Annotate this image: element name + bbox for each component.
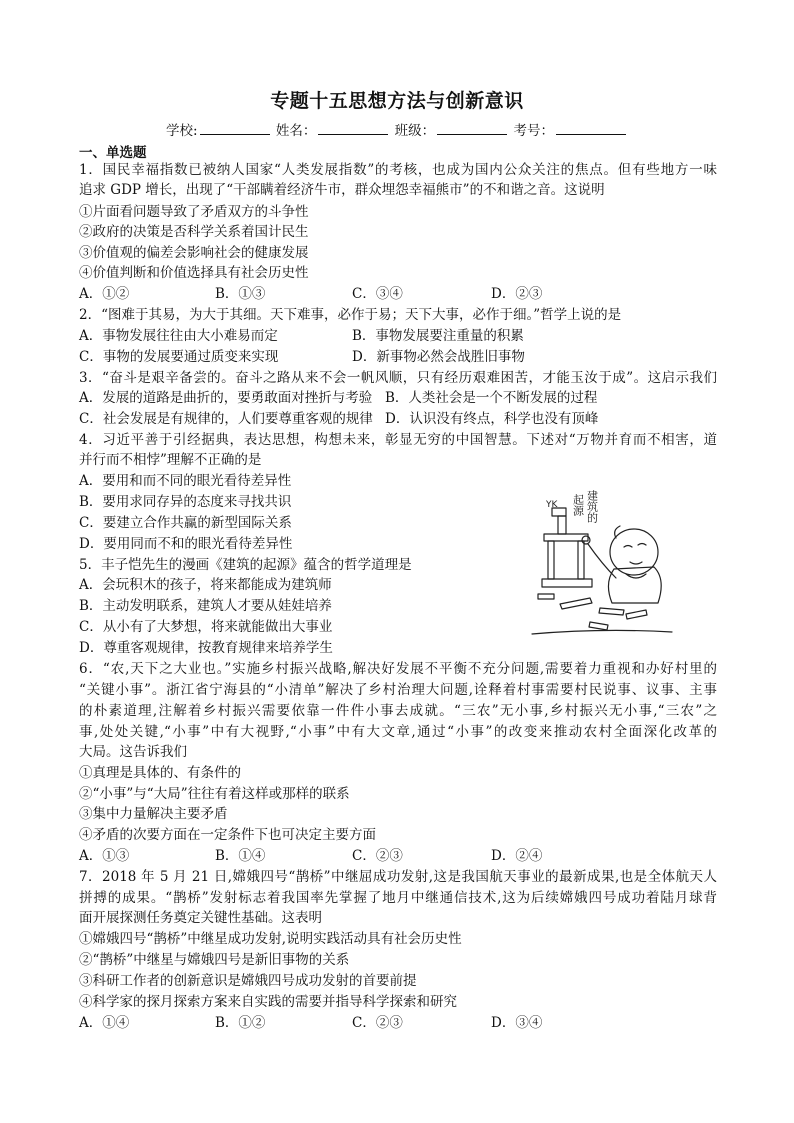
q7-statement: ②“鹊桥”中继星与嫦娥四号是新旧事物的关系 (79, 952, 350, 968)
q2-option-d[interactable]: D．新事物必然会战胜旧事物 (352, 349, 525, 365)
block-pillar-right (578, 541, 584, 579)
q1-option-b[interactable]: B．①③ (215, 286, 266, 302)
q6-option-d[interactable]: D．②④ (491, 848, 543, 864)
cartoon-block-label: YK (546, 500, 558, 510)
q1-option-d[interactable]: D．②③ (491, 286, 543, 302)
q5-option-d[interactable]: D．尊重客观规律，按教育规律来培养学生 (79, 640, 333, 656)
q2-option-c[interactable]: C．事物的发展要通过质变来实现 (79, 349, 279, 365)
school-blank[interactable] (200, 122, 270, 135)
q1-statement: ③价值观的偏差会影响社会的健康发展 (79, 245, 309, 261)
q4-stem-line: 并行而不相悖”理解不正确的是 (79, 452, 262, 468)
child-mouth (630, 562, 642, 564)
q6-stem-line: 的朴素道理,注解着乡村振兴需要依靠一件件小事去成就。“三农”无小事,乡村振兴无小事,“三农”之 (79, 703, 717, 719)
q1-statement: ①片面看问题导致了矛盾双方的斗争性 (79, 204, 309, 220)
q3-option-b[interactable]: B．人类社会是一个不断发展的过程 (385, 390, 598, 406)
q1-stem-line: 追求 GDP 增长，出现了“干部瞒着经济牛市，群众埋怨幸福熊市”的不和谐之音。这说明 (79, 182, 605, 198)
q4-option-c[interactable]: C．要建立合作共赢的新型国际关系 (79, 515, 292, 531)
q5-option-c[interactable]: C．从小有了大梦想，将来就能做出大事业 (79, 619, 333, 635)
q7-stem-line: 7．2018 年 5 月 21 日,嫦娥四号“鹊桥”中继屈成功发射,这是我国航天事业的最新成果,也是全体航天人 (79, 869, 717, 885)
page-title: 专题十五思想方法与创新意识 (270, 90, 524, 112)
loose-block (599, 608, 624, 615)
q6-statement: ①真理是具体的、有条件的 (79, 765, 241, 781)
student-info-line (0, 119, 794, 139)
q5-option-a[interactable]: A．会玩积木的孩子，将来都能成为建筑师 (79, 577, 332, 593)
q6-stem-line: “关键小事”。浙江省宁海县的“小清单”解决了乡村治理大问题,诠释着村事需要村民说事、议事、主事 (79, 682, 717, 698)
q7-stem-line: 拼搏的成果。“鹊桥”发射标志着我国率先掌握了地月中继通信技术,这为后续嫦娥四号成功着陆月球背 (79, 890, 717, 906)
q6-statement: ③集中力量解决主要矛盾 (79, 806, 228, 822)
q6-stem-line: 事,处处关键,“小事”中有大视野,“小事”中有大文章,通过“小事”的改变来推动农村全面深化改革的 (79, 724, 717, 740)
q3-option-a[interactable]: A．发展的道路是曲折的，要勇敢面对挫折与考验 (79, 390, 373, 406)
block-base (542, 579, 592, 587)
q2-stem: 2．“图难于其易，为大于其细。天下难事，必作于易；天下大事，必作于细。”哲学上说的是 (79, 307, 622, 323)
q7-statement: ③科研工作者的创新意识是嫦娥四号成功发射的首要前提 (79, 973, 417, 989)
q5-option-b[interactable]: B．主动发明联系，建筑人才要从娃娃培养 (79, 598, 332, 614)
loose-block (589, 622, 608, 630)
cartoon-caption-left: 起源 (571, 494, 585, 516)
cartoon-caption-right: 建筑的 (585, 490, 599, 523)
q1-statement: ④价值判断和价值选择具有社会历史性 (79, 265, 309, 281)
school-label: 学校: (166, 123, 198, 139)
q6-option-a[interactable]: A．①③ (79, 848, 130, 864)
q6-statement: ②“小事”与“大局”往往有着这样或那样的联系 (79, 786, 350, 802)
q4-option-b[interactable]: B．要用求同存异的态度来寻找共识 (79, 494, 292, 510)
q3-stem: 3．“奋斗是艰辛备尝的。奋斗之路从来不会一帆风顺，只有经历艰难困苦，才能玉汝于成”。这启示我们 (79, 370, 717, 386)
q7-option-d[interactable]: D．③④ (491, 1015, 543, 1031)
exam-number-label: 考号： (513, 123, 554, 139)
q6-statement: ④矛盾的次要方面在一定条件下也可决定主要方面 (79, 827, 376, 843)
q7-statement: ①嫦娥四号“鹊桥”中继星成功发射,说明实践活动具有社会历史性 (79, 931, 462, 947)
exam-number-blank[interactable] (556, 122, 626, 135)
q1-statement: ②政府的决策是否科学关系着国计民生 (79, 224, 309, 240)
block-column (558, 516, 566, 534)
q4-option-d[interactable]: D．要用同而不和的眼光看待差异性 (79, 536, 293, 552)
q3-option-d[interactable]: D．认识没有终点，科学也没有顶峰 (385, 411, 599, 427)
cartoon-image (530, 474, 680, 640)
q7-option-b[interactable]: B．①② (215, 1015, 266, 1031)
section-heading: 一、单选题 (79, 145, 147, 161)
q2-option-b[interactable]: B．事物发展要注重量的积累 (352, 328, 524, 344)
q6-option-c[interactable]: C．②③ (352, 848, 403, 864)
class-label: 班级： (394, 123, 436, 139)
floor-line (532, 630, 672, 634)
child-eyes (624, 544, 646, 548)
name-label: 姓名： (275, 123, 317, 139)
q7-option-a[interactable]: A．①④ (79, 1015, 130, 1031)
name-blank[interactable] (318, 122, 388, 135)
q1-option-a[interactable]: A．①② (79, 286, 130, 302)
q6-stem-line: 大局。这告诉我们 (79, 744, 187, 760)
q6-stem-line: 6．“农,天下之大业也。”实施乡村振兴战略,解决好发展不平衡不充分问题,需要着力重视和办好村里的 (79, 661, 717, 677)
q7-statement: ④科学家的探月探索方案来自实践的需要并指导科学探索和研究 (79, 994, 457, 1010)
block-pillar-left (548, 541, 554, 579)
loose-block (626, 610, 647, 619)
q1-option-c[interactable]: C．③④ (352, 286, 403, 302)
q4-stem-line: 4．习近平善于引经据典，表达思想，构想未来，彰显无穷的中国智慧。下述对“万物并育而不相害，道 (79, 432, 717, 448)
q5-stem: 5．丰子恺先生的漫画《建筑的起源》蕴含的哲学道理是 (79, 557, 412, 573)
q7-stem-line: 面开展探测任务奠定关键性基础。这表明 (79, 910, 322, 926)
q4-option-a[interactable]: A．要用和而不同的眼光看待差异性 (79, 473, 292, 489)
class-blank[interactable] (437, 122, 507, 135)
loose-block (560, 598, 592, 609)
loose-block (538, 594, 554, 599)
q1-stem-line: 1．国民幸福指数已被纳人国家“人类发展指数”的考核，也成为国内公众关注的焦点。但有些地方一味 (79, 162, 717, 178)
q6-option-b[interactable]: B．①④ (215, 848, 266, 864)
q2-option-a[interactable]: A．事物发展往往由大小难易而定 (79, 328, 278, 344)
q3-option-c[interactable]: C．社会发展是有规律的，人们要尊重客观的规律 (79, 411, 373, 427)
child-body (608, 567, 661, 603)
block-top (544, 534, 588, 541)
q7-option-c[interactable]: C．②③ (352, 1015, 403, 1031)
child-hand (582, 536, 590, 544)
